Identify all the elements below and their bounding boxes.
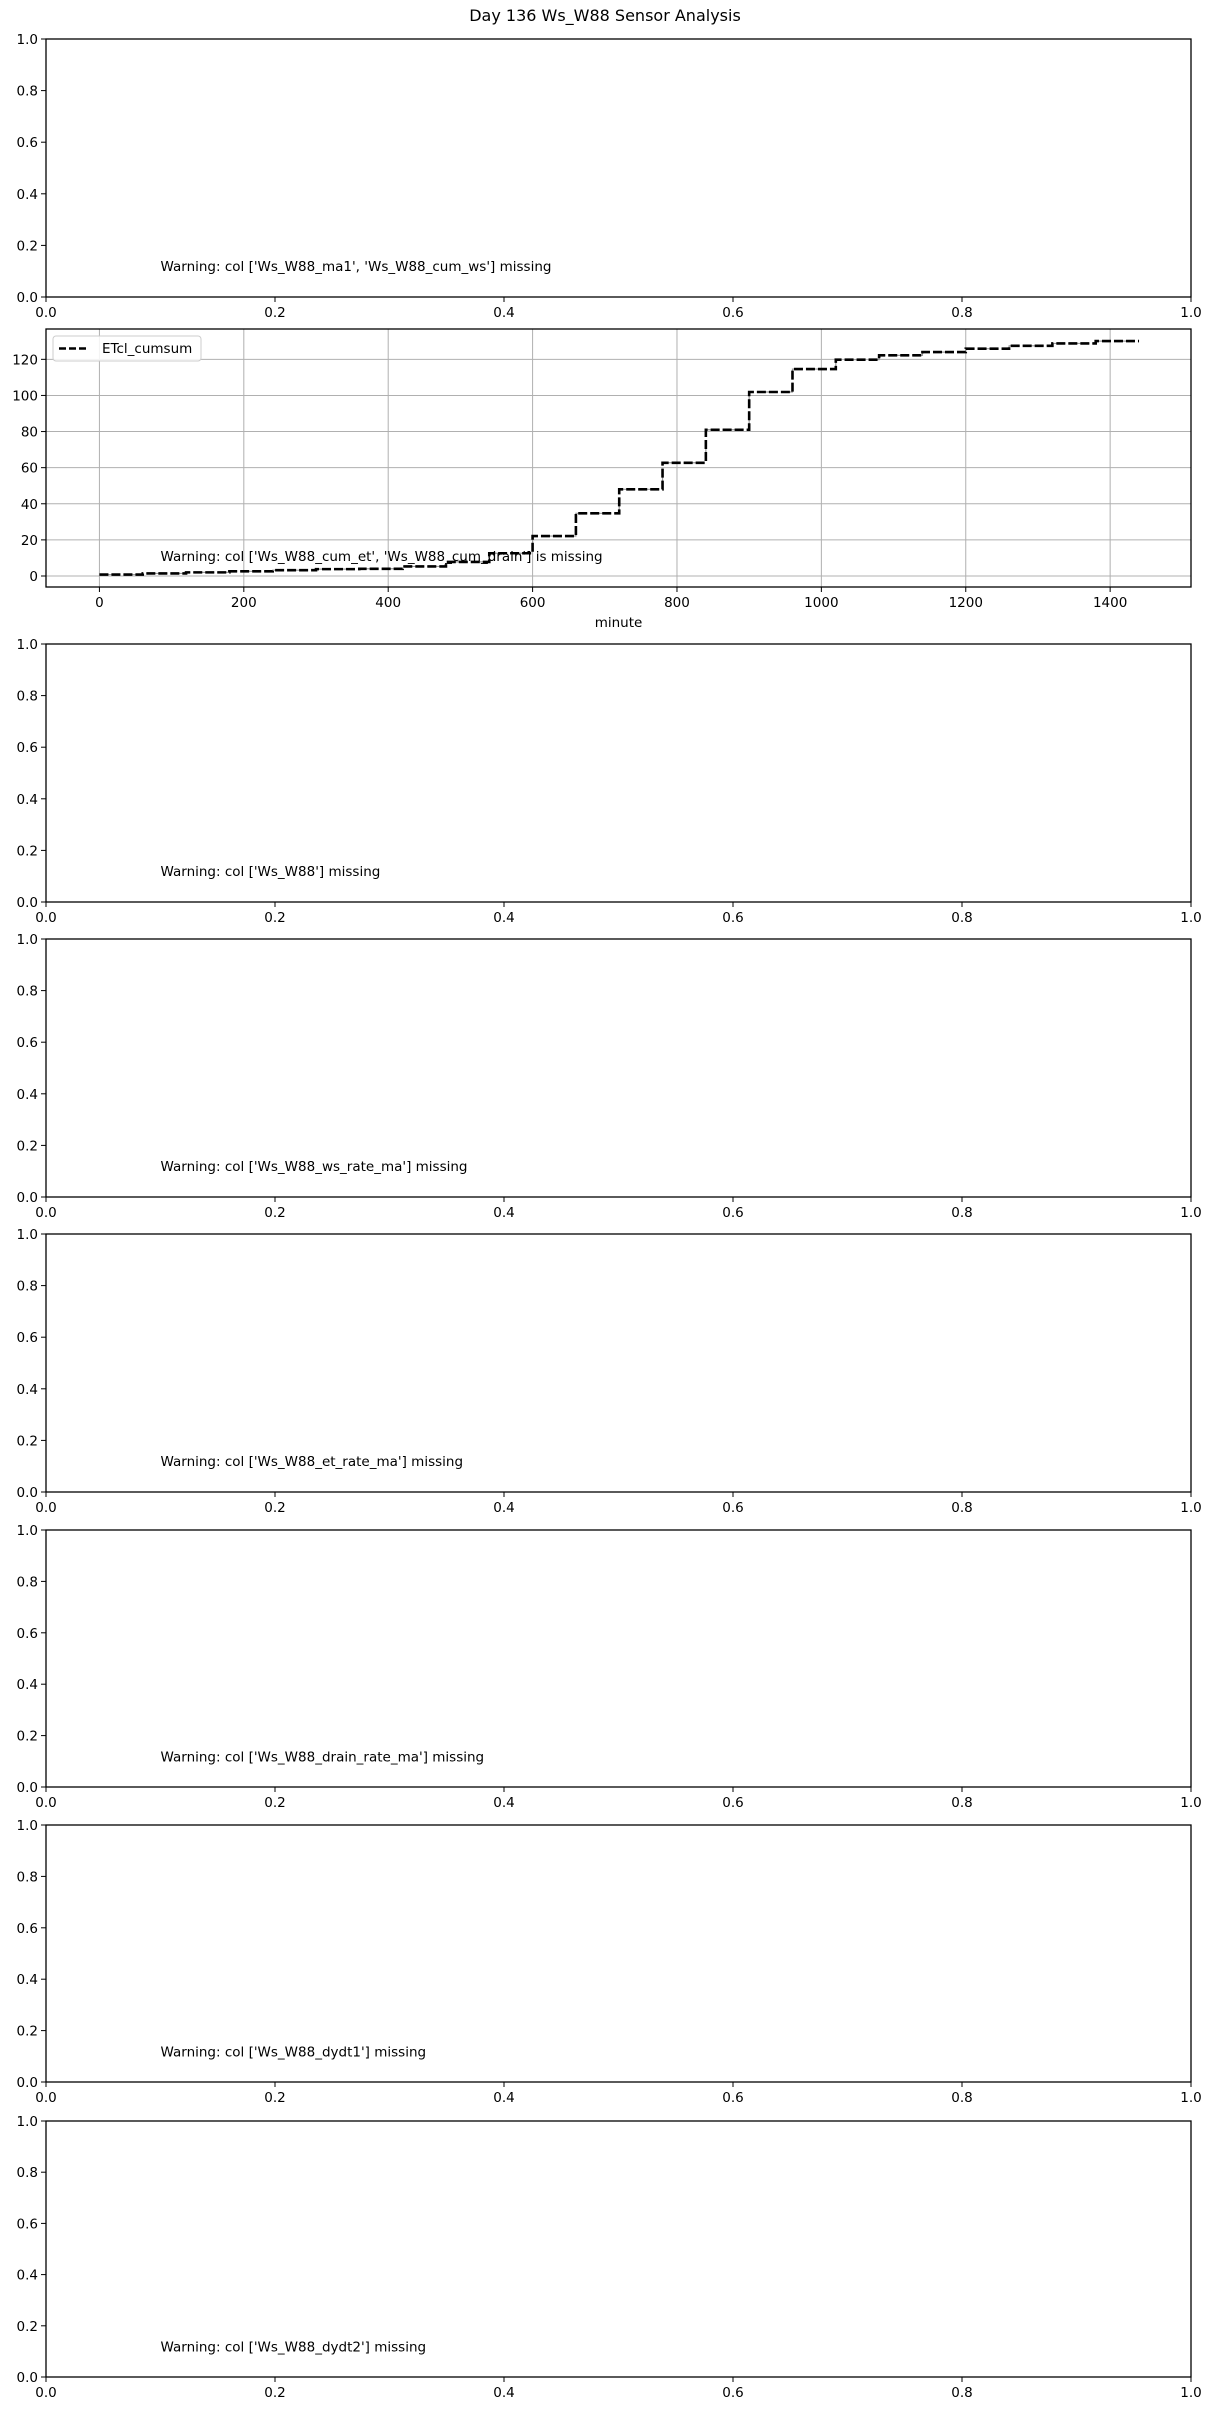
warning-text: Warning: col ['Ws_W88_drain_rate_ma'] missing bbox=[160, 1749, 485, 1766]
x-tick-label: 1.0 bbox=[1180, 1795, 1202, 1811]
y-tick-label: 0 bbox=[29, 568, 38, 585]
y-tick-label: 0.0 bbox=[16, 1780, 38, 1796]
x-tick-label: 0.0 bbox=[35, 2385, 57, 2401]
legend-label: ETcl_cumsum bbox=[102, 341, 193, 357]
y-tick-label: 0.4 bbox=[16, 1086, 38, 1103]
x-tick-label: 0.2 bbox=[264, 910, 286, 926]
x-tick-label: 0.4 bbox=[493, 1500, 515, 1516]
y-tick-label: 0.0 bbox=[16, 2075, 38, 2091]
x-tick-label: 0.4 bbox=[493, 2385, 515, 2401]
y-tick-label: 1.0 bbox=[16, 932, 38, 948]
x-tick-label: 0.0 bbox=[35, 305, 57, 321]
x-tick-label: 0.2 bbox=[264, 1205, 286, 1221]
y-tick-label: 0.2 bbox=[16, 1138, 38, 1155]
x-tick-label: 0.2 bbox=[264, 305, 286, 321]
x-tick-label: 1.0 bbox=[1180, 910, 1202, 926]
subplot-3 bbox=[17, 637, 1202, 926]
y-tick-label: 0.2 bbox=[16, 843, 38, 860]
y-axis bbox=[17, 2114, 46, 2386]
x-axis bbox=[35, 2377, 1201, 2401]
y-tick-label: 1.0 bbox=[16, 32, 38, 48]
x-axis bbox=[35, 1197, 1201, 1221]
warning-text: Warning: col ['Ws_W88_dydt2'] missing bbox=[160, 2339, 427, 2356]
y-tick-label: 0.6 bbox=[16, 1330, 38, 1347]
x-tick-label: 0.8 bbox=[951, 2090, 973, 2106]
x-tick-label: 400 bbox=[375, 595, 402, 611]
y-tick-label: 0.8 bbox=[16, 1278, 38, 1295]
x-tick-label: 0.2 bbox=[264, 1795, 286, 1811]
legend bbox=[53, 336, 201, 361]
y-tick-label: 0.8 bbox=[16, 983, 38, 1000]
y-tick-label: 0.4 bbox=[16, 1677, 38, 1694]
x-tick-label: 1200 bbox=[948, 595, 983, 611]
x-tick-label: 0.8 bbox=[951, 1500, 973, 1516]
y-tick-label: 1.0 bbox=[16, 2114, 38, 2130]
x-tick-label: 0.6 bbox=[722, 1500, 744, 1516]
x-tick-label: 0.8 bbox=[951, 2385, 973, 2401]
x-tick-label: 0.0 bbox=[35, 2090, 57, 2106]
x-tick-label: 0.6 bbox=[722, 1205, 744, 1221]
x-tick-label: 0.2 bbox=[264, 2385, 286, 2401]
x-tick-label: 0.0 bbox=[35, 1795, 57, 1811]
x-tick-label: 0.4 bbox=[493, 910, 515, 926]
y-tick-label: 0.2 bbox=[16, 2023, 38, 2040]
y-axis bbox=[12, 352, 46, 585]
y-tick-label: 20 bbox=[20, 532, 38, 549]
subplot-5 bbox=[17, 1227, 1202, 1516]
y-tick-label: 0.2 bbox=[16, 238, 38, 255]
y-tick-label: 1.0 bbox=[16, 637, 38, 653]
warning-text: Warning: col ['Ws_W88_ws_rate_ma'] missing bbox=[160, 1159, 468, 1176]
y-tick-label: 1.0 bbox=[16, 1523, 38, 1539]
subplot-4 bbox=[17, 932, 1202, 1221]
y-tick-label: 0.6 bbox=[16, 2216, 38, 2233]
x-tick-label: 0 bbox=[95, 595, 104, 611]
subplot-8 bbox=[17, 2114, 1202, 2401]
y-tick-label: 80 bbox=[20, 424, 38, 441]
x-tick-label: 0.0 bbox=[35, 1500, 57, 1516]
y-tick-label: 0.0 bbox=[16, 290, 38, 306]
x-tick-label: 1.0 bbox=[1180, 305, 1202, 321]
x-tick-label: 1000 bbox=[804, 595, 839, 611]
y-axis bbox=[17, 1818, 46, 2091]
x-tick-label: 0.4 bbox=[493, 1795, 515, 1811]
x-tick-label: 0.6 bbox=[722, 910, 744, 926]
warning-text: Warning: col ['Ws_W88'] missing bbox=[160, 864, 381, 881]
x-tick-label: 0.6 bbox=[722, 1795, 744, 1811]
x-tick-label: 1.0 bbox=[1180, 2090, 1202, 2106]
x-tick-label: 0.8 bbox=[951, 1795, 973, 1811]
y-axis bbox=[17, 1523, 46, 1796]
subplot-7 bbox=[17, 1818, 1202, 2106]
x-axis bbox=[35, 297, 1201, 321]
y-tick-label: 40 bbox=[20, 496, 38, 513]
y-axis bbox=[17, 1227, 46, 1501]
y-tick-label: 0.0 bbox=[16, 895, 38, 911]
y-tick-label: 0.4 bbox=[16, 186, 38, 203]
x-tick-label: 0.8 bbox=[951, 1205, 973, 1221]
x-tick-label: 0.6 bbox=[722, 2385, 744, 2401]
y-tick-label: 0.2 bbox=[16, 2318, 38, 2335]
x-tick-label: 0.0 bbox=[35, 910, 57, 926]
x-tick-label: 1.0 bbox=[1180, 2385, 1202, 2401]
x-axis bbox=[35, 1787, 1201, 1811]
y-tick-label: 100 bbox=[12, 388, 38, 405]
y-tick-label: 0.0 bbox=[16, 1485, 38, 1501]
warning-text: Warning: col ['Ws_W88_cum_et', 'Ws_W88_cum_drain'] is missing bbox=[160, 549, 603, 566]
x-tick-label: 1400 bbox=[1092, 595, 1128, 611]
x-tick-label: 0.6 bbox=[722, 2090, 744, 2106]
y-axis bbox=[17, 637, 46, 911]
x-tick-label: 0.0 bbox=[35, 1205, 57, 1221]
y-tick-label: 0.8 bbox=[16, 2165, 38, 2182]
subplot-6 bbox=[17, 1523, 1202, 1811]
y-tick-label: 1.0 bbox=[16, 1227, 38, 1243]
x-tick-label: 0.4 bbox=[493, 1205, 515, 1221]
x-tick-label: 800 bbox=[664, 595, 690, 611]
y-tick-label: 0.6 bbox=[16, 740, 38, 757]
y-tick-label: 0.4 bbox=[16, 791, 38, 808]
y-tick-label: 120 bbox=[12, 352, 38, 369]
x-tick-label: 0.4 bbox=[493, 2090, 515, 2106]
x-tick-label: 1.0 bbox=[1180, 1205, 1202, 1221]
y-tick-label: 60 bbox=[20, 460, 38, 477]
y-tick-label: 0.6 bbox=[16, 135, 38, 152]
figure-title: Day 136 Ws_W88 Sensor Analysis bbox=[469, 6, 741, 25]
y-tick-label: 0.8 bbox=[16, 1574, 38, 1591]
subplot-2 bbox=[12, 329, 1191, 631]
y-tick-label: 0.0 bbox=[16, 2370, 38, 2386]
x-axis bbox=[35, 2082, 1201, 2106]
y-axis bbox=[17, 932, 46, 1206]
y-tick-label: 0.6 bbox=[16, 1920, 38, 1937]
warning-text: Warning: col ['Ws_W88_dydt1'] missing bbox=[160, 2044, 427, 2061]
x-axis-label: minute bbox=[594, 615, 643, 631]
warning-text: Warning: col ['Ws_W88_ma1', 'Ws_W88_cum_ws'] missing bbox=[160, 259, 552, 276]
y-tick-label: 0.4 bbox=[16, 2267, 38, 2284]
y-tick-label: 0.2 bbox=[16, 1728, 38, 1745]
x-tick-label: 1.0 bbox=[1180, 1500, 1202, 1516]
x-axis bbox=[35, 902, 1201, 926]
x-tick-label: 0.4 bbox=[493, 305, 515, 321]
y-tick-label: 0.4 bbox=[16, 1972, 38, 1989]
y-tick-label: 0.6 bbox=[16, 1035, 38, 1052]
y-tick-label: 1.0 bbox=[16, 1818, 38, 1834]
subplot-stack bbox=[12, 32, 1202, 2401]
y-tick-label: 0.6 bbox=[16, 1625, 38, 1642]
y-axis bbox=[17, 32, 46, 306]
y-tick-label: 0.8 bbox=[16, 83, 38, 100]
x-tick-label: 0.6 bbox=[722, 305, 744, 321]
y-tick-label: 0.8 bbox=[16, 688, 38, 705]
x-axis bbox=[35, 1492, 1201, 1516]
x-tick-label: 0.2 bbox=[264, 1500, 286, 1516]
x-axis bbox=[95, 587, 1127, 631]
subplot-1 bbox=[17, 32, 1202, 321]
x-tick-label: 0.8 bbox=[951, 305, 973, 321]
x-tick-label: 200 bbox=[230, 595, 257, 611]
x-tick-label: 600 bbox=[519, 595, 546, 611]
y-tick-label: 0.4 bbox=[16, 1381, 38, 1398]
x-tick-label: 0.2 bbox=[264, 2090, 286, 2106]
warning-text: Warning: col ['Ws_W88_et_rate_ma'] missing bbox=[160, 1454, 464, 1471]
y-tick-label: 0.2 bbox=[16, 1433, 38, 1450]
y-tick-label: 0.0 bbox=[16, 1190, 38, 1206]
y-tick-label: 0.8 bbox=[16, 1869, 38, 1886]
x-tick-label: 0.8 bbox=[951, 910, 973, 926]
